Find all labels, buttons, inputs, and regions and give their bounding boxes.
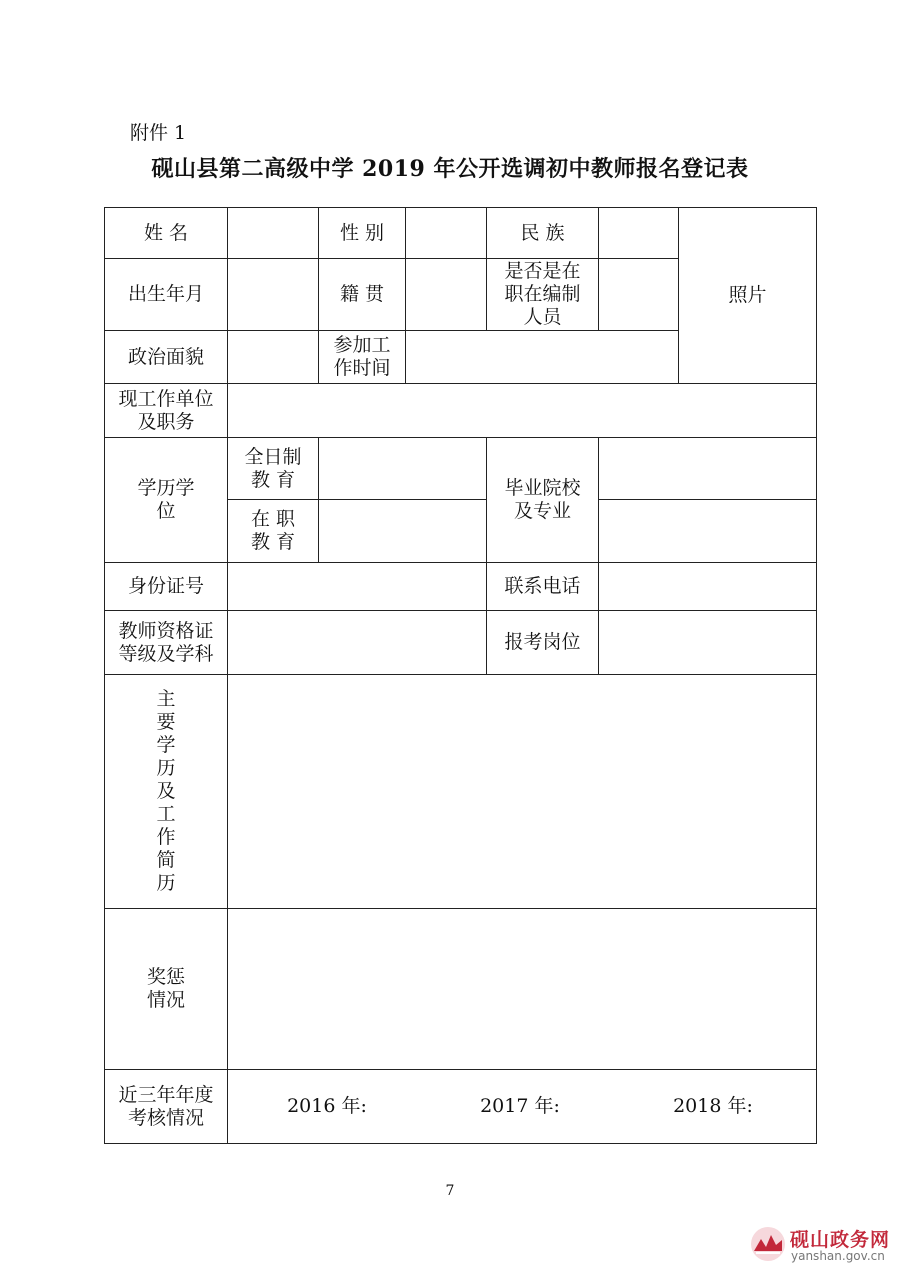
gender-field[interactable] xyxy=(406,208,487,259)
year-2016-label: 2016 年: xyxy=(287,1095,367,1117)
registration-form-table xyxy=(104,207,817,1144)
current-unit-label: 现工作单位 及职务 xyxy=(105,384,228,438)
birth-field[interactable] xyxy=(228,259,319,331)
watermark-url: yanshan.gov.cn xyxy=(791,1249,885,1263)
year-2018-label: 2018 年: xyxy=(673,1095,753,1117)
graduate-school-label: 毕业院校 及专业 xyxy=(487,438,599,563)
site-logo-icon xyxy=(750,1226,786,1262)
form-title: 砚山县第二高级中学 2019 年公开选调初中教师报名登记表 xyxy=(151,156,749,182)
fulltime-label: 全日制 教 育 xyxy=(228,438,319,500)
native-place-field[interactable] xyxy=(406,259,487,331)
political-label: 政治面貌 xyxy=(105,331,228,384)
fulltime-field[interactable] xyxy=(319,438,487,500)
birth-label: 出生年月 xyxy=(105,259,228,331)
fulltime-school-field[interactable] xyxy=(599,438,817,500)
rewards-label: 奖惩 情况 xyxy=(105,909,228,1070)
year-2017-label: 2017 年: xyxy=(480,1095,560,1117)
assessment-field[interactable] xyxy=(228,1070,817,1144)
rewards-field[interactable] xyxy=(228,909,817,1070)
ethnicity-label: 民 族 xyxy=(487,208,599,259)
inservice-school-field[interactable] xyxy=(599,500,817,563)
phone-field[interactable] xyxy=(599,563,817,611)
phone-label: 联系电话 xyxy=(487,563,599,611)
work-start-field[interactable] xyxy=(406,331,679,384)
work-start-label: 参加工 作时间 xyxy=(319,331,406,384)
watermark xyxy=(750,1222,900,1270)
position-label: 报考岗位 xyxy=(487,611,599,675)
inservice-field[interactable] xyxy=(319,500,487,563)
in-staff-field[interactable] xyxy=(599,259,679,331)
id-number-label: 身份证号 xyxy=(105,563,228,611)
assessment-label: 近三年年度 考核情况 xyxy=(105,1070,228,1144)
degree-label: 学历学位 xyxy=(105,438,228,563)
position-field[interactable] xyxy=(599,611,817,675)
photo-box[interactable] xyxy=(679,208,817,384)
current-unit-field[interactable] xyxy=(228,384,817,438)
ethnicity-field[interactable] xyxy=(599,208,679,259)
attachment-label: 附件 1 xyxy=(130,122,187,144)
certificate-label: 教师资格证 等级及学科 xyxy=(105,611,228,675)
inservice-label: 在 职 教 育 xyxy=(228,500,319,563)
resume-label: 主要学历及工作简历 xyxy=(105,675,228,909)
in-staff-label: 是否是在职在编制人员 xyxy=(487,259,599,331)
id-number-field[interactable] xyxy=(228,563,487,611)
page-number: 7 xyxy=(445,1183,455,1199)
gender-label: 性 别 xyxy=(319,208,406,259)
political-field[interactable] xyxy=(228,331,319,384)
name-label: 姓 名 xyxy=(105,208,228,259)
native-place-label: 籍 贯 xyxy=(319,259,406,331)
certificate-field[interactable] xyxy=(228,611,487,675)
watermark-site-name: 砚山政务网 xyxy=(790,1229,891,1251)
resume-field[interactable] xyxy=(228,675,817,909)
name-field[interactable] xyxy=(228,208,319,259)
photo-label: 照片 xyxy=(728,284,767,306)
